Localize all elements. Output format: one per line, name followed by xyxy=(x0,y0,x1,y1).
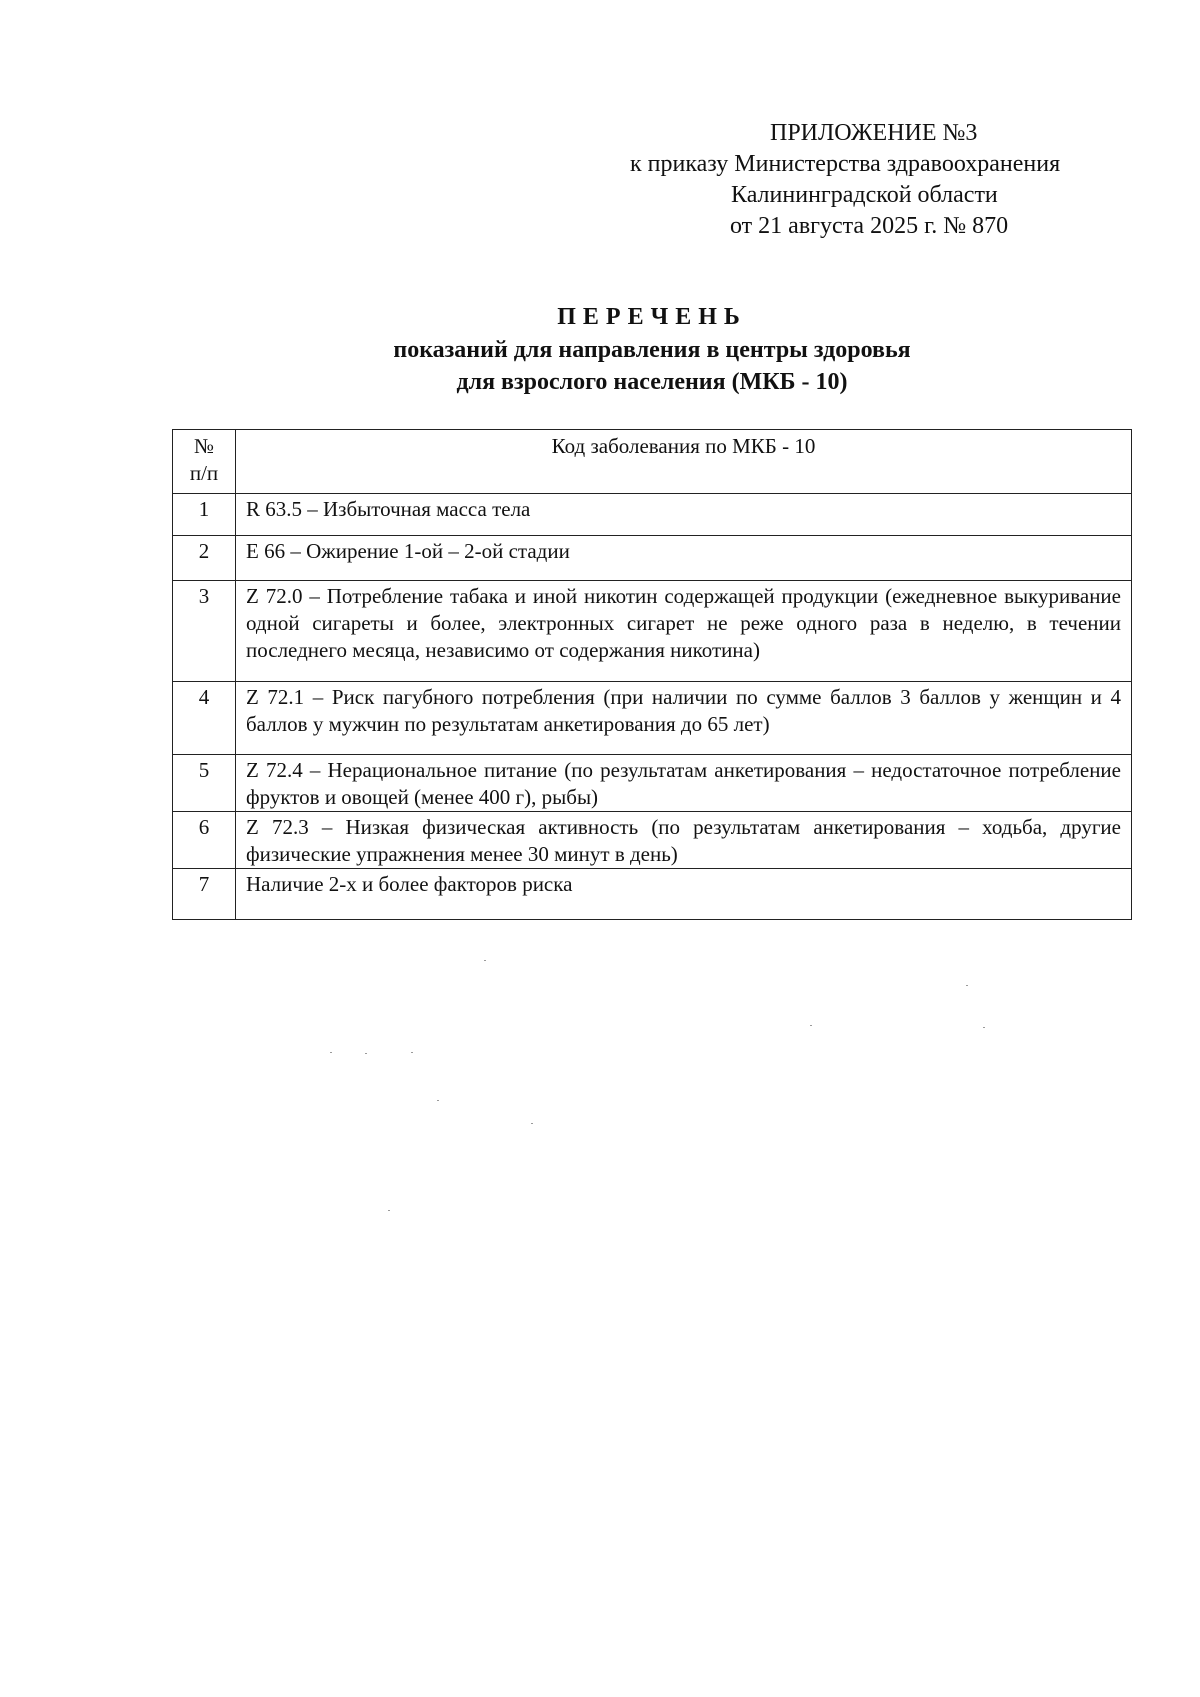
row-text: Z 72.1 – Риск пагубного потребления (при наличии по сумме баллов 3 баллов у женщин и 4 баллов у мужчин по результатам анкетирования до 65 лет) xyxy=(236,682,1132,755)
table-header-row xyxy=(173,430,1132,494)
title-subtitle-line-1: показаний для направления в центры здоровья xyxy=(393,337,911,363)
row-text: Наличие 2-х и более факторов риска xyxy=(236,869,1132,920)
row-number: 1 xyxy=(173,494,236,536)
attachment-label: ПРИЛОЖЕНИЕ №3 xyxy=(770,120,978,146)
row-number: 7 xyxy=(173,869,236,920)
row-text: Z 72.0 – Потребление табака и иной никотин содержащей продукции (ежедневное выкуривание одной сигареты и более, электронных сигарет не реже одного раза в неделю, в течении последнего месяца, независимо от содержания никотина) xyxy=(236,581,1132,682)
table-row xyxy=(173,581,1132,682)
attachment-header xyxy=(630,118,1150,242)
row-text: R 63.5 – Избыточная масса тела xyxy=(236,494,1132,536)
table-row xyxy=(173,682,1132,755)
row-text: E 66 – Ожирение 1-ой – 2-ой стадии xyxy=(236,536,1132,581)
row-number: 4 xyxy=(173,682,236,755)
row-number: 3 xyxy=(173,581,236,682)
table-row xyxy=(173,494,1132,536)
row-text: Z 72.4 – Нерациональное питание (по результатам анкетирования – недостаточное потребление фруктов и овощей (менее 400 г), рыбы) xyxy=(236,755,1132,812)
header-number-abbrev: п/п xyxy=(189,461,219,485)
header-code-cell: Код заболевания по МКБ - 10 xyxy=(236,430,1132,494)
title-subtitle-line-2: для взрослого населения (МКБ - 10) xyxy=(456,369,848,395)
row-number: 2 xyxy=(173,536,236,581)
title-main: ПЕРЕЧЕНЬ xyxy=(557,304,747,330)
table-row xyxy=(173,812,1132,869)
table-row xyxy=(173,536,1132,581)
document-title xyxy=(172,300,1132,398)
attachment-region: Калининградской области xyxy=(731,182,998,208)
header-number-cell xyxy=(173,430,236,494)
attachment-order-ref: к приказу Министерства здравоохранения xyxy=(630,151,1061,177)
table-row xyxy=(173,869,1132,920)
header-number-symbol: № xyxy=(193,434,215,458)
attachment-date-number: от 21 августа 2025 г. № 870 xyxy=(730,213,1009,239)
row-number: 5 xyxy=(173,755,236,812)
row-text: Z 72.3 – Низкая физическая активность (по результатам анкетирования – ходьба, другие физические упражнения менее 30 минут в день) xyxy=(236,812,1132,869)
indications-table xyxy=(172,429,1132,920)
table-row xyxy=(173,755,1132,812)
row-number: 6 xyxy=(173,812,236,869)
